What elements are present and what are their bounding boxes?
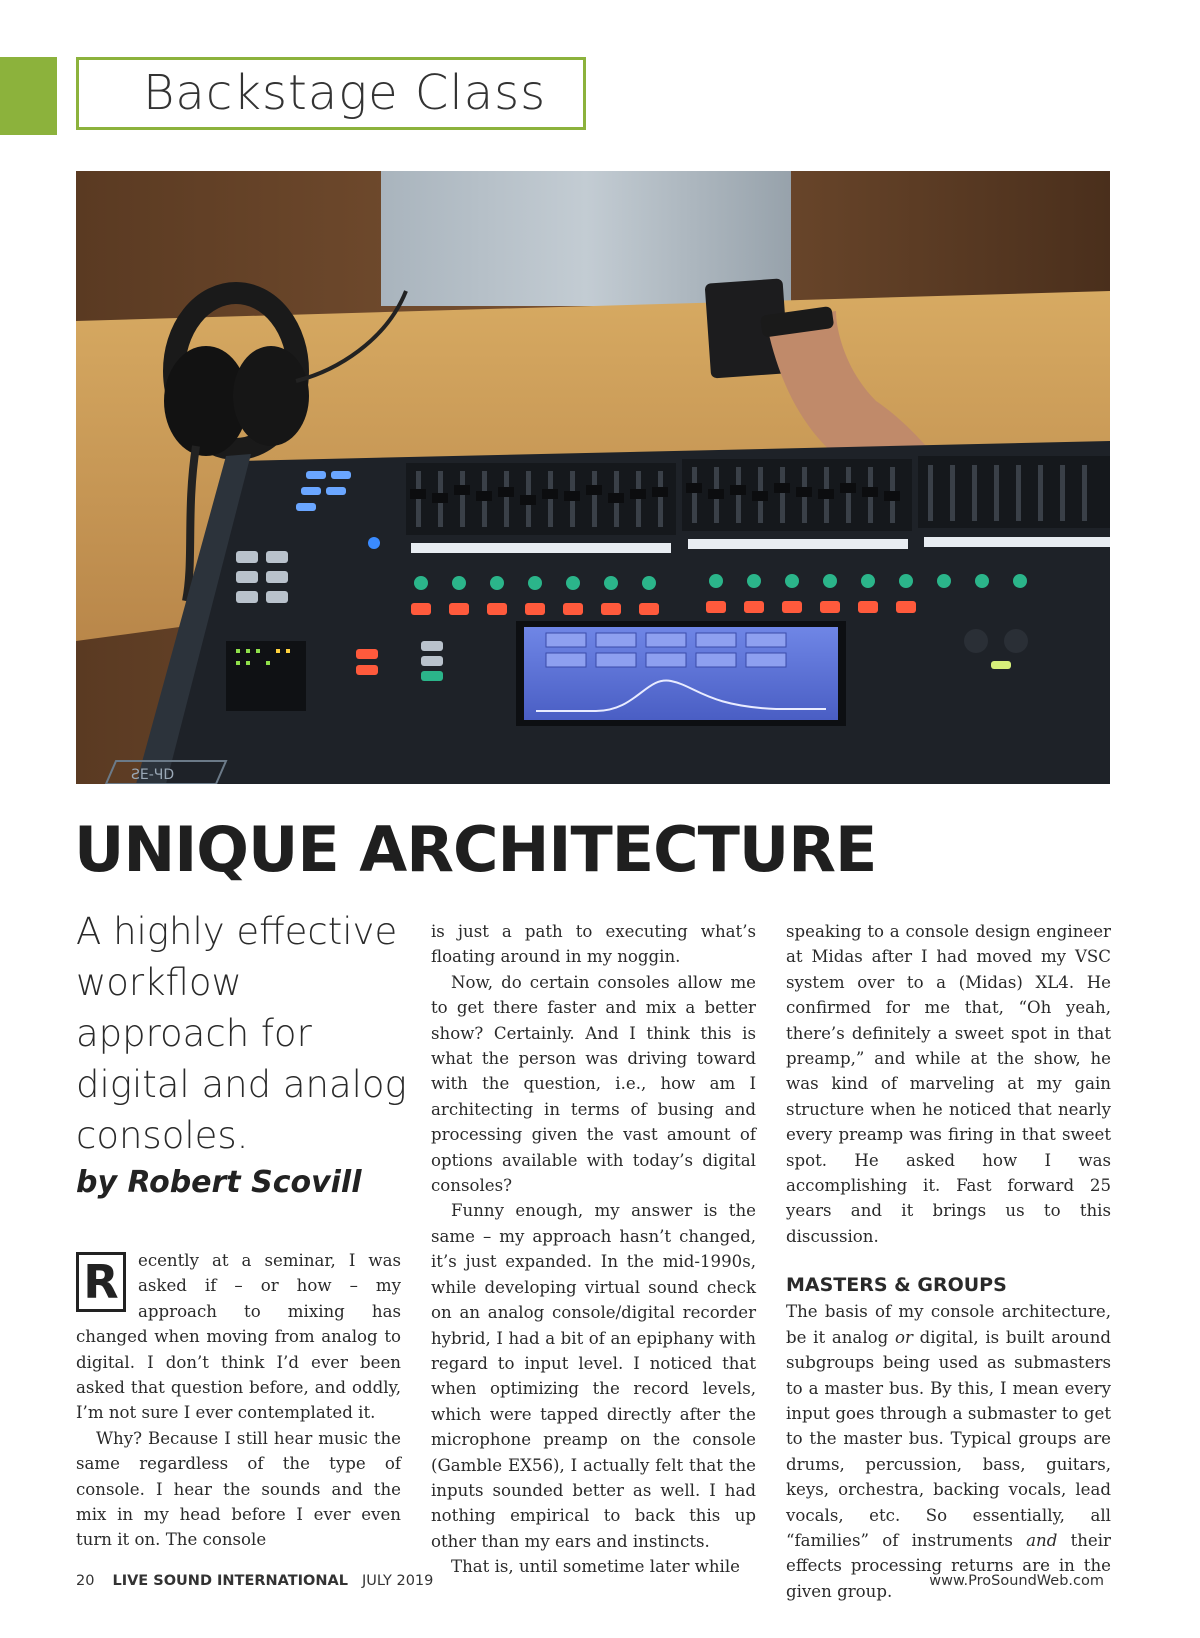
paragraph-text: digital, is built around subgroups being used as submasters to a master bus. By this, I mean every input goes through a submaster to get to the master bus. Typical groups are drums, percussion, bass, guitars, keys, orchestra, backing vocals, lead vocals, etc. So essentially, all “families” of instruments <box>786 1327 1112 1550</box>
emphasis-text: or <box>894 1327 913 1347</box>
page-number: 20 <box>76 1573 95 1589</box>
input-meters <box>226 641 306 711</box>
paragraph: is just a path to executing what’s floating around in my noggin. <box>431 922 756 967</box>
mixing-console-photo <box>76 171 1110 784</box>
section-subhead: MASTERS & GROUPS <box>786 1274 1007 1297</box>
paragraph: Funny enough, my answer is the same – my approach hasn’t changed, it’s just expanded. In the mid-1990s, while developing virtual sound check on an analog console/digital recorder hybrid, I had a bit of an epiphany with regard to input level. I noticed that when optimizing the record levels, which were tapped directly after the microphone preamp on the console (Gamble EX56), I actually felt that the inputs sounded better as well. I had nothing empirical to back this up other than my ears and instincts. <box>431 1201 756 1551</box>
paragraph: Now, do certain consoles allow me to get there faster and mix a better show? Certainly. And I think this is what the person was driving toward with the question, i.e., how am I architecting in terms of busing and processing given the vast amount of options available with today’s digital consoles? <box>431 972 756 1196</box>
website-link[interactable]: www.ProSoundWeb.com <box>929 1573 1104 1589</box>
console-badge-text: ƧE-ЧD <box>131 767 175 783</box>
paragraph: That is, until sometime later while <box>451 1557 740 1577</box>
paragraph <box>76 1248 401 1426</box>
paragraph-text: ecently at a seminar, I was asked if – or how – my approach to mixing has changed when moving from analog to digital. I don’t think I’d ever been asked that question before, and oddly, I’m not sure I ever contemplated it. <box>76 1251 401 1423</box>
article-byline: by Robert Scovill <box>76 1165 362 1200</box>
body-column-2 <box>431 919 756 1580</box>
paragraph <box>786 1299 1111 1604</box>
section-color-tab <box>0 57 57 135</box>
paragraph: speaking to a console design engineer at Midas after I had moved my VSC system over to a (Midas) XL4. He confirmed for me that, “Oh yeah, there’s definitely a sweet spot in that preamp,” and while at the show, he was kind of marveling at my gain structure when he noticed that nearly every preamp was firing in that sweet spot. He asked how I was accomplishing it. Fast forward 25 years and it brings us to this discussion. <box>786 922 1111 1246</box>
page-footer <box>76 1571 433 1591</box>
article-headline: UNIQUE ARCHITECTURE <box>74 813 877 886</box>
paragraph: Why? Because I still hear music the same regardless of the type of console. I hear the sounds and the mix in my head before I ever even turn it on. The console <box>76 1428 401 1550</box>
paragraph-text: The basis of my console architecture, be it analog <box>786 1302 1111 1347</box>
magazine-name: LIVE SOUND INTERNATIONAL <box>112 1573 348 1589</box>
article-deck: A highly effective workflow approach for digital and analog consoles. <box>76 910 407 1157</box>
paragraph-text: their effects processing returns are in the given group. <box>786 1530 1111 1601</box>
body-column-1 <box>76 1248 401 1553</box>
body-column-3 <box>786 919 1111 1604</box>
emphasis-text: and <box>1026 1530 1058 1550</box>
drop-cap: R <box>76 1252 126 1312</box>
touch-screen <box>516 621 846 726</box>
section-header-box <box>76 57 586 130</box>
section-title: Backstage Class <box>143 65 547 121</box>
channel-faders <box>406 456 1110 535</box>
issue-date: JULY 2019 <box>361 1573 434 1589</box>
